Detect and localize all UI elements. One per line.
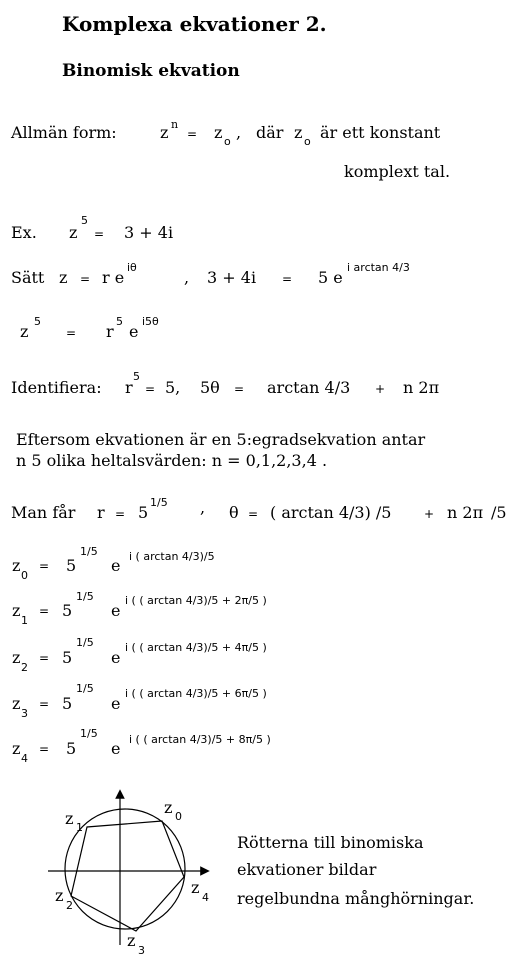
n-2pi-term: n 2π bbox=[403, 378, 440, 397]
root-base-exponent: 1/5 bbox=[76, 636, 94, 649]
r-e-polar: r e bbox=[102, 268, 125, 287]
label-z1-sub: 1 bbox=[76, 821, 83, 834]
constant-text: är ett konstant bbox=[320, 123, 441, 142]
root-z: z bbox=[12, 694, 21, 713]
root-e-exponent: i ( ( arctan 4/3)/5 + 8π/5 ) bbox=[129, 733, 271, 746]
root-e-exponent: i ( ( arctan 4/3)/5 + 2π/5 ) bbox=[125, 594, 267, 607]
root-e-exponent: i ( ( arctan 4/3)/5 + 6π/5 ) bbox=[125, 687, 267, 700]
equals-sign: = bbox=[187, 127, 198, 141]
root-base: 5 bbox=[62, 601, 73, 620]
equals-sign: = bbox=[145, 382, 156, 396]
root-subscript: 0 bbox=[21, 569, 28, 582]
root-base-exponent: 1/5 bbox=[76, 590, 94, 603]
root-subscript: 1 bbox=[21, 614, 28, 627]
root-base-exponent: 1/5 bbox=[76, 682, 94, 695]
z-symbol: z bbox=[69, 223, 78, 242]
root-z: z bbox=[12, 601, 21, 620]
comma: , bbox=[184, 268, 190, 287]
z0-subscript: o bbox=[224, 135, 231, 148]
identify-label: Identifiera: bbox=[11, 378, 102, 397]
plus-sign: + bbox=[424, 507, 435, 521]
root-z: z bbox=[12, 648, 21, 667]
label-z2-sub: 2 bbox=[66, 899, 73, 912]
exponent-itheta: iθ bbox=[127, 261, 137, 274]
equals-sign: = bbox=[39, 604, 50, 618]
root-base-exponent: 1/5 bbox=[80, 727, 98, 740]
z0b-symbol: z bbox=[294, 123, 303, 142]
root-e: e bbox=[111, 648, 121, 667]
caption-line-1: Rötterna till binomiska bbox=[237, 833, 424, 852]
value-five: 5, bbox=[165, 378, 181, 397]
plus-sign: + bbox=[375, 382, 386, 396]
exponent-5: 5 bbox=[34, 315, 41, 328]
root-e: e bbox=[111, 694, 121, 713]
root-e-exponent: i ( arctan 4/3)/5 bbox=[129, 550, 215, 563]
paragraph-line-2: n 5 olika heltalsvärden: n = 0,1,2,3,4 . bbox=[16, 451, 328, 470]
root-z: z bbox=[12, 556, 21, 575]
label-z2: z bbox=[55, 886, 64, 905]
five-theta: 5θ bbox=[200, 378, 220, 397]
result-arctan: ( arctan 4/3) /5 bbox=[270, 503, 392, 522]
pentagon bbox=[71, 821, 184, 931]
general-form-label: Allmän form: bbox=[11, 123, 117, 142]
base-five: 5 bbox=[138, 503, 149, 522]
satt-label: Sätt bbox=[11, 268, 45, 287]
label-z4-sub: 4 bbox=[202, 891, 209, 904]
r-exponent: 5 bbox=[133, 370, 140, 383]
equals-sign: = bbox=[66, 326, 77, 340]
root-e-exponent: i ( ( arctan 4/3)/5 + 4π/5 ) bbox=[125, 641, 267, 654]
root-e: e bbox=[111, 556, 121, 575]
e-exponent: i5θ bbox=[142, 315, 159, 328]
dar-word: där bbox=[256, 123, 284, 142]
example-label: Ex. bbox=[11, 223, 37, 242]
z-symbol: z bbox=[160, 123, 169, 142]
z-symbol: z bbox=[20, 322, 29, 341]
comma: , bbox=[200, 498, 206, 517]
equals-sign: = bbox=[80, 272, 91, 286]
z-symbol: z bbox=[59, 268, 68, 287]
equals-sign: = bbox=[39, 651, 50, 665]
divide-by-5: /5 bbox=[491, 503, 507, 522]
polar-form: 5 e bbox=[318, 268, 343, 287]
root-z: z bbox=[12, 739, 21, 758]
root-subscript: 2 bbox=[21, 661, 28, 674]
paragraph-line-1: Eftersom ekvationen är en 5:egradsekvation antar bbox=[16, 430, 426, 449]
root-e: e bbox=[111, 739, 121, 758]
result-label: Man får bbox=[11, 503, 76, 522]
exponent-5: 5 bbox=[81, 214, 88, 227]
label-z3-sub: 3 bbox=[138, 944, 145, 957]
label-z4: z bbox=[191, 878, 200, 897]
root-base-exponent: 1/5 bbox=[80, 545, 98, 558]
root-base: 5 bbox=[66, 739, 77, 758]
z0b-subscript: o bbox=[304, 135, 311, 148]
equals-sign: = bbox=[39, 742, 50, 756]
r-exponent: 5 bbox=[116, 315, 123, 328]
unit-circle bbox=[65, 809, 185, 929]
section-subtitle: Binomisk ekvation bbox=[62, 61, 240, 81]
lhs-3-4i: 3 + 4i bbox=[207, 268, 257, 287]
page-title: Komplexa ekvationer 2. bbox=[62, 12, 327, 36]
root-base: 5 bbox=[66, 556, 77, 575]
root-base: 5 bbox=[62, 694, 73, 713]
arctan-term: arctan 4/3 bbox=[267, 378, 351, 397]
equals-sign: = bbox=[115, 507, 126, 521]
exponent-one-fifth: 1/5 bbox=[150, 496, 168, 509]
exponent-arctan: i arctan 4/3 bbox=[347, 261, 410, 274]
caption-line-3: regelbundna månghörningar. bbox=[237, 889, 475, 908]
equals-sign: = bbox=[282, 272, 293, 286]
r-symbol: r bbox=[106, 322, 114, 341]
r-symbol: r bbox=[125, 378, 133, 397]
r-symbol: r bbox=[97, 503, 105, 522]
label-z0-sub: 0 bbox=[175, 810, 182, 823]
root-base: 5 bbox=[62, 648, 73, 667]
equals-sign: = bbox=[234, 382, 245, 396]
complex-number-text: komplext tal. bbox=[344, 162, 451, 181]
comma: , bbox=[236, 123, 242, 142]
caption-line-2: ekvationer bildar bbox=[237, 860, 377, 879]
label-z1: z bbox=[65, 809, 74, 828]
equals-sign: = bbox=[94, 227, 105, 241]
e-symbol: e bbox=[129, 322, 139, 341]
label-z3: z bbox=[127, 931, 136, 950]
example-rhs: 3 + 4i bbox=[124, 223, 174, 242]
exponent-n: n bbox=[171, 118, 179, 131]
root-subscript: 4 bbox=[21, 752, 28, 765]
equals-sign: = bbox=[248, 507, 259, 521]
label-z0: z bbox=[164, 798, 173, 817]
equals-sign: = bbox=[39, 559, 50, 573]
theta-symbol: θ bbox=[229, 503, 239, 522]
root-subscript: 3 bbox=[21, 707, 28, 720]
z0-symbol: z bbox=[214, 123, 223, 142]
equals-sign: = bbox=[39, 697, 50, 711]
n-2pi-term: n 2π bbox=[447, 503, 484, 522]
root-e: e bbox=[111, 601, 121, 620]
